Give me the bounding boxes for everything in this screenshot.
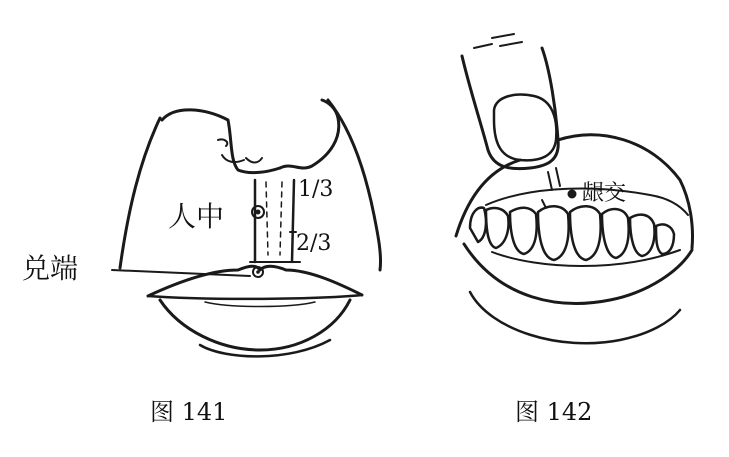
caption-figure-142: 图 142 <box>515 398 593 426</box>
figure-142 <box>456 34 693 426</box>
label-fraction-lower: 2/3 <box>296 231 332 256</box>
label-duiduan: 兑端 <box>22 252 79 285</box>
thumb-142 <box>462 34 558 169</box>
caption-figure-141: 图 141 <box>150 398 228 426</box>
label-yinjiao: 龈交 <box>582 181 627 206</box>
face-outline-141 <box>120 100 381 356</box>
yinjiao-point <box>568 190 577 199</box>
philtrum-141 <box>250 180 300 262</box>
teeth-142 <box>470 206 674 260</box>
label-renzhong: 人中 <box>168 200 225 233</box>
lips-141 <box>148 266 362 350</box>
figure-141 <box>22 100 381 426</box>
label-fraction-upper: 1/3 <box>298 177 334 202</box>
